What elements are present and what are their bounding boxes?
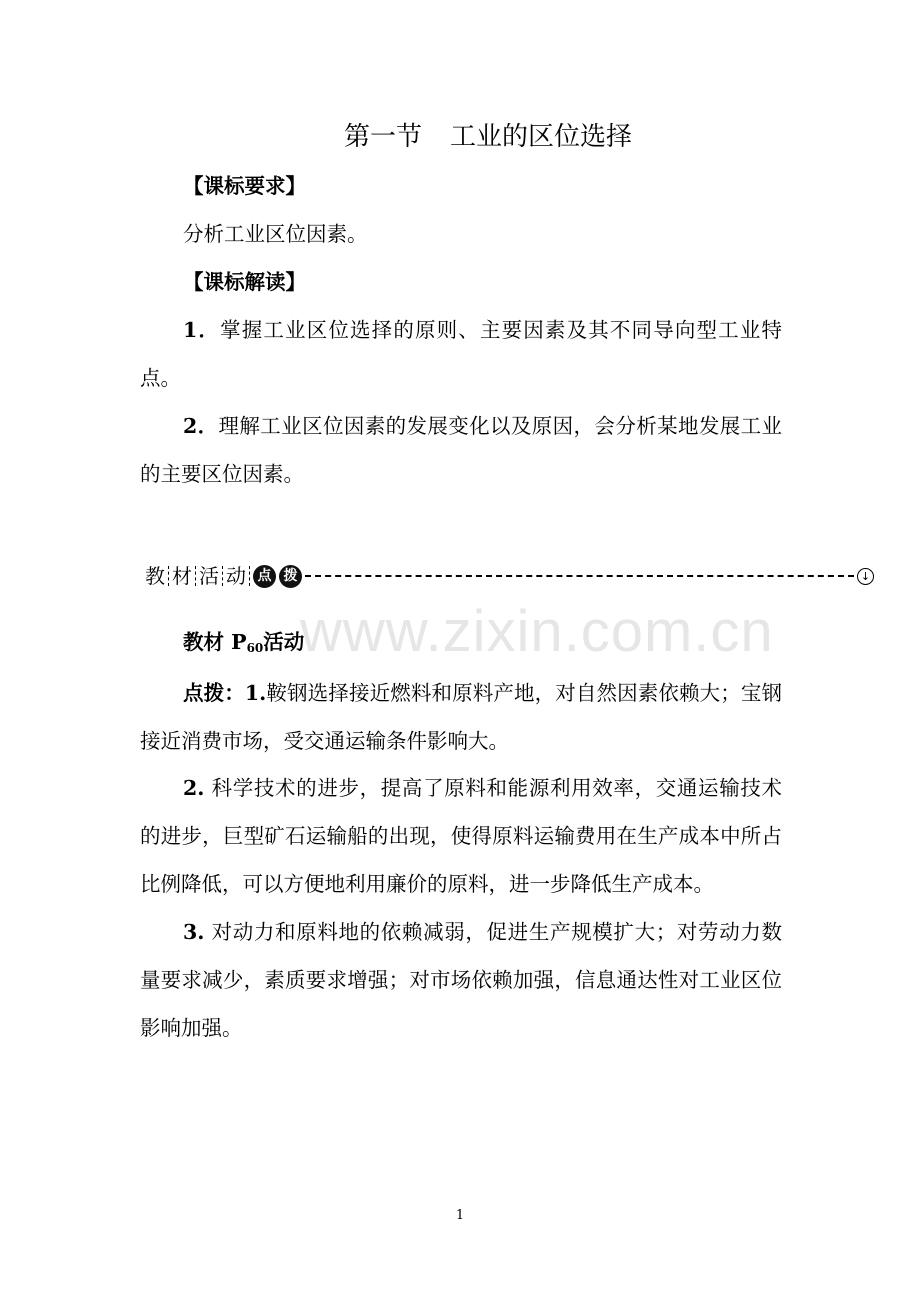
tip-text: 对动力和原料地的依赖减弱，促进生产规模扩大；对劳动力数量要求减少，素质要求增强；对市场依赖加强，信息通达性对工业区位影响加强。 <box>140 920 782 1040</box>
activity-prefix: 教材 P <box>183 630 247 654</box>
tip-2 <box>140 764 782 908</box>
banner-char: 活 <box>196 566 223 586</box>
standard-heading: 【课标要求】 <box>183 174 306 198</box>
section-number: 第一节 <box>343 122 422 152</box>
tip-text: 鞍钢选择接近燃料和原料产地，对自然因素依赖大；宝钢接近消费市场，受交通运输条件影响大。 <box>140 681 783 753</box>
item-text: 理解工业区位因素的发展变化以及原因，会分析某地发展工业的主要区位因素。 <box>140 414 782 486</box>
interpret-item-1 <box>140 306 782 402</box>
item-text: 掌握工业区位选择的原则、主要因素及其不同导向型工业特点。 <box>140 318 782 390</box>
page-number: 1 <box>455 1208 465 1223</box>
activity-page: 60 <box>246 641 264 655</box>
activity-suffix: 活动 <box>263 630 305 654</box>
banner-char: 教 <box>142 566 169 586</box>
banner-char: 动 <box>223 566 250 586</box>
banner-char: 材 <box>169 566 196 586</box>
circled-char: 拨 <box>279 565 302 588</box>
tip-number: 2. <box>183 776 205 800</box>
tip-3 <box>140 908 782 1052</box>
tip-number: 1. <box>244 681 267 705</box>
interpret-heading: 【课标解读】 <box>183 270 306 294</box>
tip-1 <box>140 669 782 765</box>
item-number: 2． <box>183 414 219 438</box>
dashed-divider <box>305 575 854 577</box>
item-number: 1． <box>183 318 221 342</box>
section-banner <box>142 560 874 592</box>
down-arrow-icon: ↓ <box>857 568 874 585</box>
interpret-item-2 <box>140 402 782 498</box>
tip-number: 3. <box>183 920 205 944</box>
tip-label: 点拨： <box>183 681 245 705</box>
tip-text: 科学技术的进步，提高了原料和能源利用效率，交通运输技术的进步，巨型矿石运输船的出现，使得原料运输费用在生产成本中所占比例降低，可以方便地利用廉价的原料，进一步降低生产成本。 <box>140 776 782 896</box>
standard-text: 分析工业区位因素。 <box>183 222 368 246</box>
activity-heading <box>140 618 782 672</box>
circled-char: 点 <box>253 565 276 588</box>
watermark: www.zixin.com.cn <box>300 599 774 664</box>
section-name: 工业的区位选择 <box>450 122 633 152</box>
page-title <box>0 116 920 153</box>
